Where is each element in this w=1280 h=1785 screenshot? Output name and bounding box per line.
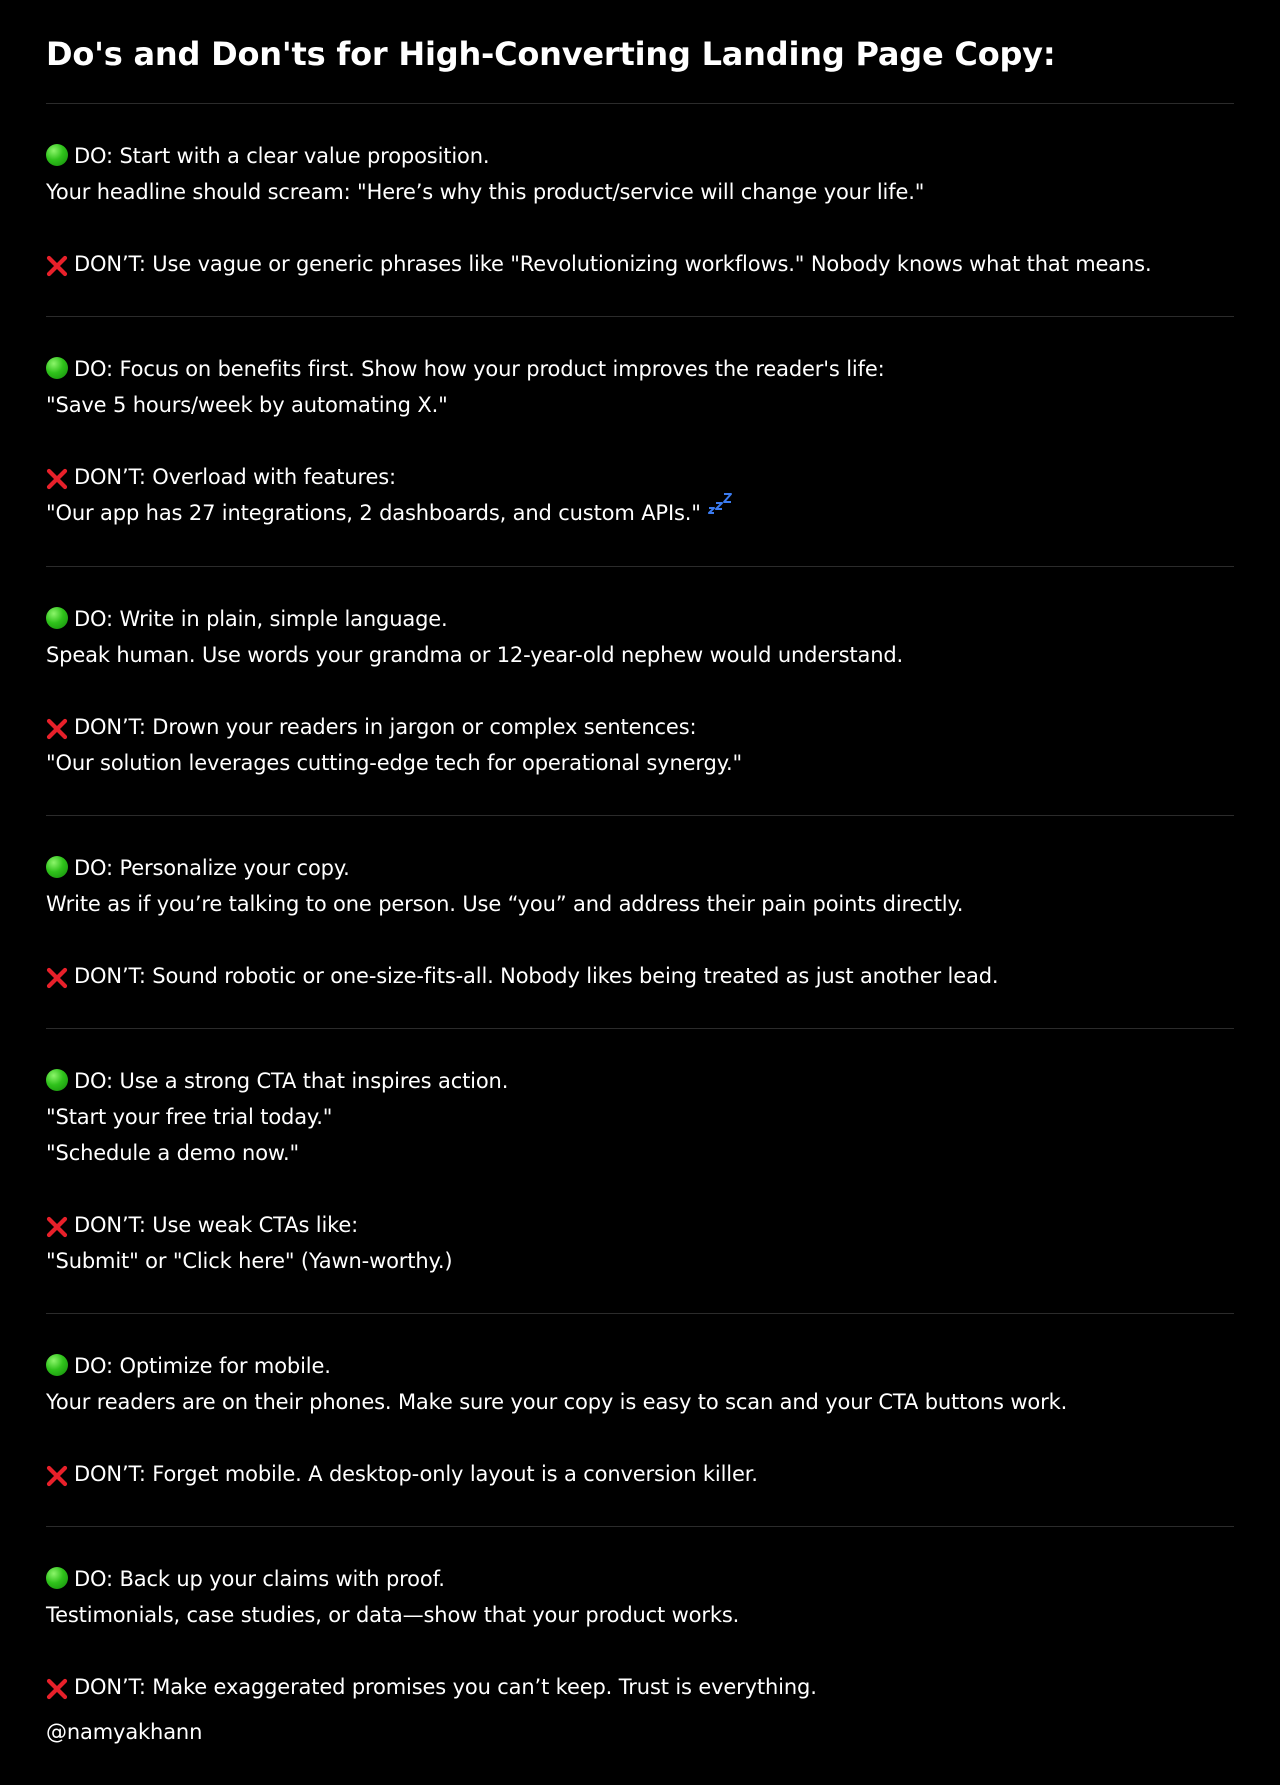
body-text: "Save 5 hours/week by automating X." [46, 393, 448, 417]
do-heading-line [46, 1561, 1234, 1597]
tip-section [46, 1029, 1234, 1313]
do-heading: DO: Focus on benefits first. Show how your product improves the reader's life: [74, 357, 885, 381]
dont-block [46, 958, 1234, 994]
body-text: "Our app has 27 integrations, 2 dashboards, and custom APIs." [46, 501, 701, 525]
zzz-icon [707, 490, 733, 526]
body-text: Your headline should scream: "Here’s why this product/service will change your life." [46, 180, 925, 204]
body-text: "Start your free trial today." [46, 1105, 333, 1129]
do-heading: DO: Write in plain, simple language. [74, 607, 448, 631]
do-body-line [46, 387, 1234, 423]
sections-list [46, 104, 1234, 1739]
dont-block [46, 246, 1234, 282]
do-heading: DO: Start with a clear value proposition. [74, 144, 490, 168]
dont-heading: DON’T: Forget mobile. A desktop-only layout is a conversion killer. [74, 1462, 758, 1486]
do-body-line [46, 1384, 1234, 1420]
dont-heading: DON’T: Use weak CTAs like: [74, 1213, 359, 1237]
do-heading: DO: Personalize your copy. [74, 856, 350, 880]
body-text: Testimonials, case studies, or data—show that your product works. [46, 1603, 740, 1627]
dont-heading: DON’T: Overload with features: [74, 465, 396, 489]
do-heading-line [46, 138, 1234, 174]
tip-section [46, 1314, 1234, 1526]
red-x-icon [46, 252, 68, 274]
dont-heading: DON’T: Make exaggerated promises you can’t keep. Trust is everything. [74, 1675, 817, 1699]
dont-heading-line [46, 958, 1234, 994]
dont-body-line [46, 1243, 1234, 1279]
do-heading: DO: Optimize for mobile. [74, 1354, 331, 1378]
body-text: "Schedule a demo now." [46, 1141, 300, 1165]
green-circle-icon [46, 357, 68, 379]
do-heading-line [46, 850, 1234, 886]
do-body-line [46, 1597, 1234, 1633]
do-block [46, 1348, 1234, 1420]
tip-section [46, 317, 1234, 566]
tip-section [46, 567, 1234, 815]
do-heading-line [46, 1348, 1234, 1384]
do-block [46, 351, 1234, 423]
dont-heading-line [46, 246, 1234, 282]
do-heading-line [46, 351, 1234, 387]
dont-heading-line [46, 1669, 1234, 1705]
green-circle-icon [46, 607, 68, 629]
red-x-icon [46, 964, 68, 986]
tip-section [46, 104, 1234, 316]
dont-block [46, 459, 1234, 532]
body-text: "Submit" or "Click here" (Yawn-worthy.) [46, 1249, 453, 1273]
do-heading-line [46, 601, 1234, 637]
dont-block [46, 709, 1234, 781]
body-text: Speak human. Use words your grandma or 12-year-old nephew would understand. [46, 643, 904, 667]
do-block [46, 601, 1234, 673]
dont-heading: DON’T: Drown your readers in jargon or complex sentences: [74, 715, 697, 739]
author-handle: @namyakhann [46, 1720, 203, 1744]
do-body-line [46, 1135, 1234, 1171]
green-circle-icon [46, 856, 68, 878]
tip-section [46, 816, 1234, 1028]
red-x-icon [46, 715, 68, 737]
do-block [46, 1561, 1234, 1633]
do-body-line [46, 637, 1234, 673]
dont-body-line [46, 745, 1234, 781]
dont-heading: DON’T: Sound robotic or one-size-fits-all. Nobody likes being treated as just another lead. [74, 964, 999, 988]
body-text: Write as if you’re talking to one person. Use “you” and address their pain points directly. [46, 892, 964, 916]
dont-heading-line [46, 459, 1234, 495]
do-heading-line [46, 1063, 1234, 1099]
dont-heading-line [46, 709, 1234, 745]
dont-heading: DON’T: Use vague or generic phrases like "Revolutionizing workflows." Nobody knows what that means. [74, 252, 1152, 276]
dont-block [46, 1669, 1234, 1705]
green-circle-icon [46, 1069, 68, 1091]
green-circle-icon [46, 1567, 68, 1589]
dont-heading-line [46, 1207, 1234, 1243]
do-block [46, 138, 1234, 210]
do-body-line [46, 1099, 1234, 1135]
tip-section [46, 1527, 1234, 1739]
red-x-icon [46, 1213, 68, 1235]
do-heading: DO: Back up your claims with proof. [74, 1567, 445, 1591]
do-body-line [46, 174, 1234, 210]
dont-block [46, 1207, 1234, 1279]
do-block [46, 850, 1234, 922]
dont-body-line [46, 495, 1234, 532]
red-x-icon [46, 1675, 68, 1697]
red-x-icon [46, 465, 68, 487]
dont-block [46, 1456, 1234, 1492]
page-title: Do's and Don'ts for High-Converting Landing Page Copy: [46, 35, 1056, 73]
red-x-icon [46, 1462, 68, 1484]
green-circle-icon [46, 1354, 68, 1376]
body-text: "Our solution leverages cutting-edge tech for operational synergy." [46, 751, 743, 775]
do-body-line [46, 886, 1234, 922]
do-block [46, 1063, 1234, 1171]
dont-heading-line [46, 1456, 1234, 1492]
green-circle-icon [46, 144, 68, 166]
do-heading: DO: Use a strong CTA that inspires action. [74, 1069, 509, 1093]
body-text: Your readers are on their phones. Make sure your copy is easy to scan and your CTA buttons work. [46, 1390, 1068, 1414]
